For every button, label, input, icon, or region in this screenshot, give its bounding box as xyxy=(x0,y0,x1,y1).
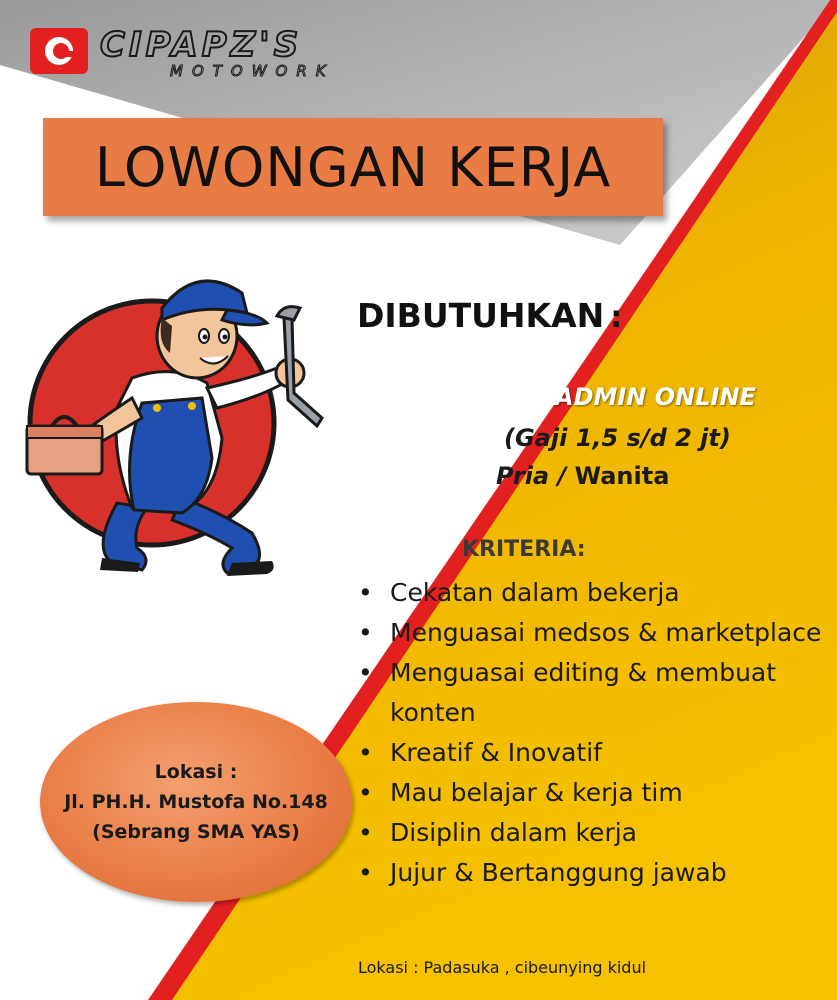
needed-label: DIBUTUHKAN xyxy=(357,296,605,335)
needed-colon: : xyxy=(610,300,623,335)
footer-location: Lokasi : Padasuka , cibeunying kidul xyxy=(358,958,647,977)
list-item: • Disiplin dalam kerja xyxy=(356,813,826,853)
list-item: • Mau belajar & kerja tim xyxy=(356,773,826,813)
needed-heading xyxy=(357,296,622,335)
banner-title: LOWONGAN KERJA xyxy=(94,135,612,199)
location-label: Lokasi : xyxy=(154,761,238,783)
cipapz-logo-icon xyxy=(30,26,430,80)
location-note: (Sebrang SMA YAS) xyxy=(92,821,300,843)
gender-wanita: Wanita xyxy=(574,462,670,490)
brand-tagline: MOTOWORK xyxy=(170,62,335,80)
location-badge xyxy=(40,702,352,902)
list-item: • Cekatan dalam bekerja xyxy=(356,573,826,613)
criteria-list xyxy=(356,573,826,893)
title-banner xyxy=(43,118,663,216)
list-item: • Menguasai editing & membuat konten xyxy=(356,653,826,733)
list-item: • Kreatif & Inovatif xyxy=(356,733,826,773)
gender-pria: Pria xyxy=(496,462,550,490)
list-item: • Menguasai medsos & marketplace xyxy=(356,613,826,653)
mechanic-mascot-icon xyxy=(22,258,362,578)
job-position: ADMIN ONLINE xyxy=(555,383,756,411)
gender-separator: / xyxy=(557,462,567,490)
brand-name: CIPAPZ'S xyxy=(100,26,303,65)
job-gender xyxy=(496,462,669,490)
criteria-title: KRITERIA: xyxy=(462,537,586,562)
job-salary: (Gaji 1,5 s/d 2 jt) xyxy=(504,424,731,452)
location-address: Jl. PH.H. Mustofa No.148 xyxy=(64,791,328,813)
list-item: • Jujur & Bertanggung jawab xyxy=(356,853,826,893)
